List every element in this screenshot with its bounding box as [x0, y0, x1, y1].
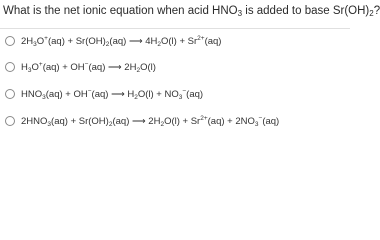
answer-option-2-label: $H_3O^+(aq) + OH^-(aq)$ ⟶ $2H_2O(l)$	[21, 61, 156, 74]
radio-button-4[interactable]	[5, 116, 15, 126]
answer-option-3-label: $HNO_3(aq) + OH^-(aq)$ ⟶ $H_2O(l) + NO_3^-(aq)$	[21, 88, 204, 101]
answer-option-4-label: $2HNO_3(aq) + Sr(OH)_2(aq)$ ⟶ $2H_2O(l) + Sr^{2+}(aq) + 2NO_3^-(aq)$	[21, 115, 280, 128]
question-text: What is the net ionic equation when acid $HNO_3$ is added to base $Sr(OH)_2$?	[3, 5, 380, 18]
answer-option-4[interactable]	[0, 109, 350, 135]
radio-button-3[interactable]	[5, 89, 15, 99]
radio-button-2[interactable]	[5, 62, 15, 72]
answer-option-3[interactable]	[0, 82, 350, 108]
radio-button-1[interactable]	[5, 36, 15, 46]
answer-option-1[interactable]	[0, 28, 350, 54]
answer-option-1-label: $2H_3O^+(aq) + Sr(OH)_2(aq)$ ⟶ $4H_2O(l) + Sr^{2+}(aq)$	[21, 35, 222, 48]
answer-option-2[interactable]	[0, 55, 350, 81]
